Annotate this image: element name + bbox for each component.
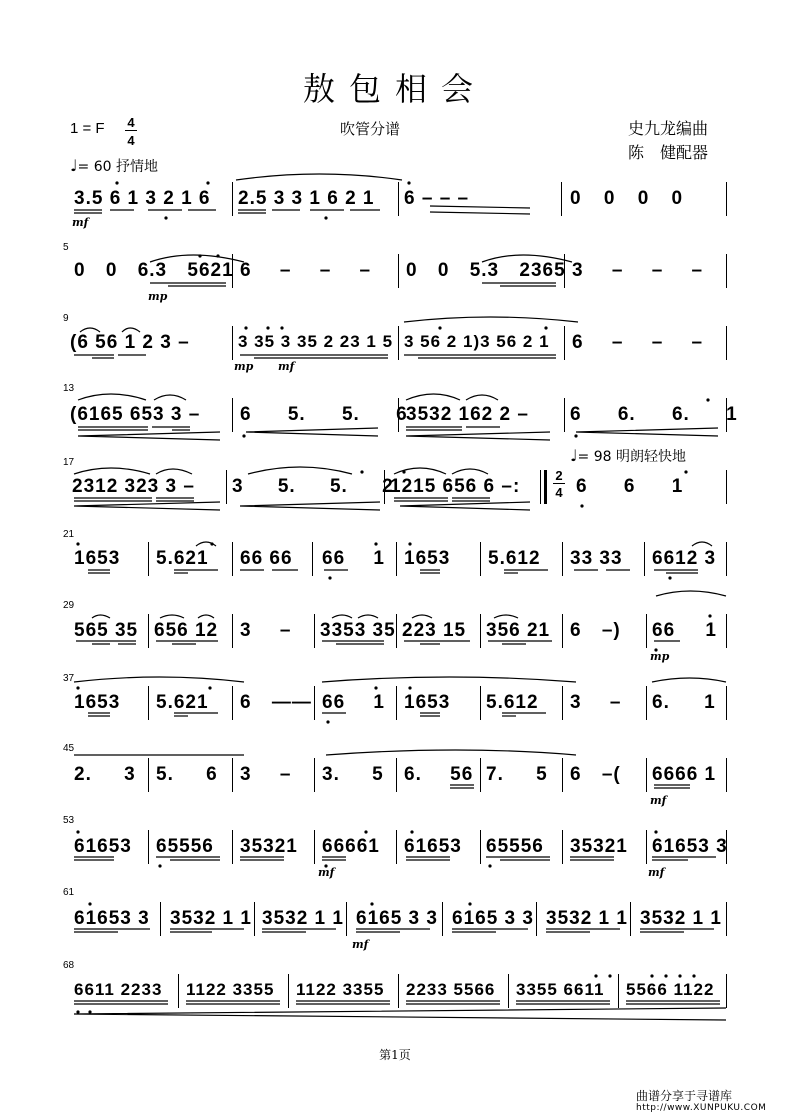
measure-number: 5 bbox=[63, 242, 69, 253]
measure-44: 6. 1 bbox=[652, 692, 716, 713]
barline bbox=[442, 902, 443, 936]
dynamic-mark: mf bbox=[278, 360, 295, 373]
composer-credit: 史九龙编曲 bbox=[628, 119, 709, 138]
barline bbox=[646, 758, 647, 792]
measure-17: 2312 323 3 – bbox=[72, 476, 195, 497]
barline bbox=[396, 542, 397, 576]
barline bbox=[288, 974, 289, 1008]
measure-7: 0 0 5.3 2365 bbox=[406, 260, 566, 281]
measure-45: 2. 3 bbox=[74, 764, 136, 785]
measure-1: 3.5 6 1 3 2 1 6 bbox=[74, 188, 211, 209]
measure-48: 3. 5 bbox=[322, 764, 384, 785]
measure-12: 6 – – – bbox=[572, 332, 704, 353]
measure-34: 356 21 bbox=[486, 620, 551, 641]
measure-5: 0 0 6.3 5621 bbox=[74, 260, 234, 281]
measure-55: 35321 bbox=[240, 836, 298, 857]
barline bbox=[232, 686, 233, 720]
barline bbox=[562, 758, 563, 792]
dynamic-mark: mf bbox=[352, 938, 369, 951]
measure-number: 68 bbox=[63, 960, 75, 971]
barline bbox=[726, 686, 727, 720]
measure-39: 6 —— bbox=[240, 692, 312, 713]
barline bbox=[726, 902, 727, 936]
barline bbox=[644, 542, 645, 576]
barline bbox=[396, 758, 397, 792]
measure-19: 1215 656 6 –: bbox=[390, 476, 521, 497]
barline bbox=[232, 830, 233, 864]
barline bbox=[398, 974, 399, 1008]
measure-6: 6 – – – bbox=[240, 260, 372, 281]
measure-number: 29 bbox=[63, 600, 75, 611]
barline bbox=[630, 902, 631, 936]
barline bbox=[314, 686, 315, 720]
barline bbox=[726, 470, 727, 504]
measure-65: 6165 3 3 bbox=[452, 908, 534, 929]
barline bbox=[726, 614, 727, 648]
measure-41: 1653 bbox=[404, 692, 451, 713]
key-signature: 1 = F bbox=[70, 120, 105, 137]
barline bbox=[148, 830, 149, 864]
measure-3: 6 – – – bbox=[404, 188, 470, 209]
measure-56: 66661 bbox=[322, 836, 380, 857]
measure-18: 3 5. 5. 2 bbox=[232, 476, 394, 497]
barline bbox=[480, 614, 481, 648]
dynamic-mark: mf bbox=[318, 866, 335, 879]
barline bbox=[178, 974, 179, 1008]
barline bbox=[564, 398, 565, 432]
time-signature-top: 4 bbox=[127, 115, 135, 130]
barline bbox=[726, 254, 727, 288]
barline bbox=[232, 542, 233, 576]
measure-61: 61653 3 bbox=[74, 908, 150, 929]
measure-14: 6 5. 5. 6 bbox=[240, 404, 408, 425]
measure-70: 1122 3355 bbox=[296, 980, 385, 999]
barline bbox=[148, 614, 149, 648]
barline bbox=[480, 758, 481, 792]
measure-9: (6 56 1 2 3 – bbox=[70, 332, 190, 353]
measure-number: 13 bbox=[63, 383, 75, 394]
barline bbox=[396, 830, 397, 864]
barline bbox=[254, 902, 255, 936]
time-signature-bottom: 4 bbox=[127, 133, 135, 148]
barline bbox=[726, 974, 727, 1008]
quarter-note-icon: ♩ bbox=[70, 156, 78, 175]
measure-4: 0 0 0 0 bbox=[570, 188, 684, 209]
watermark-text: 曲谱分享于寻谱库 bbox=[636, 1089, 733, 1103]
barline bbox=[508, 974, 509, 1008]
barline bbox=[726, 758, 727, 792]
measure-40: 66 1 bbox=[322, 692, 385, 713]
measure-60: 61653 3 bbox=[652, 836, 728, 857]
measure-11: 3 56 2 1)3 56 2 1 bbox=[404, 332, 550, 351]
measure-36: 66 1 bbox=[652, 620, 717, 641]
measure-42: 5.612 bbox=[486, 692, 539, 713]
barline bbox=[480, 830, 481, 864]
barline bbox=[396, 686, 397, 720]
dynamic-mark: mf bbox=[72, 216, 89, 229]
barline bbox=[398, 326, 399, 360]
barline bbox=[312, 542, 313, 576]
barline bbox=[562, 686, 563, 720]
measure-15: 3532 162 2 – bbox=[406, 404, 529, 425]
measure-57: 61653 bbox=[404, 836, 462, 857]
tempo-mark-2 bbox=[570, 446, 686, 466]
barline bbox=[646, 614, 647, 648]
barline bbox=[726, 326, 727, 360]
barline bbox=[314, 758, 315, 792]
page-number: 第1页 bbox=[379, 1048, 411, 1062]
measure-43: 3 – bbox=[570, 692, 622, 713]
time-signature-top: 2 bbox=[555, 468, 563, 483]
dynamic-mark: mp bbox=[650, 650, 670, 663]
quarter-note-icon: ♩ bbox=[570, 446, 578, 465]
barline bbox=[480, 686, 481, 720]
measure-50: 7. 5 bbox=[486, 764, 548, 785]
dynamic-mark: mp bbox=[234, 360, 254, 373]
measure-37: 1653 bbox=[74, 692, 121, 713]
measure-63: 3532 1 1 bbox=[262, 908, 344, 929]
measure-13: (6165 653 3 – bbox=[70, 404, 201, 425]
measure-32: 3353 35 bbox=[320, 620, 396, 641]
repeat-barline bbox=[540, 470, 541, 504]
barline bbox=[562, 542, 563, 576]
measure-71: 2233 5566 bbox=[406, 980, 496, 999]
measure-24: 66 1 bbox=[322, 548, 385, 569]
measure-72: 3355 6611 bbox=[516, 980, 605, 999]
measure-33: 223 15 bbox=[402, 620, 467, 641]
barline bbox=[148, 542, 149, 576]
measure-68: 6611 2233 bbox=[74, 980, 163, 999]
barline bbox=[536, 902, 537, 936]
dynamic-mark: mf bbox=[650, 794, 667, 807]
measure-23: 66 66 bbox=[240, 548, 293, 569]
barline bbox=[726, 542, 727, 576]
barline bbox=[562, 614, 563, 648]
measure-20: 6 6 1 bbox=[576, 476, 684, 497]
measure-54: 65556 bbox=[156, 836, 214, 857]
barline bbox=[398, 254, 399, 288]
tempo-expression: 抒情地 bbox=[116, 159, 158, 175]
measure-21: 1653 bbox=[74, 548, 121, 569]
tempo-value: = 60 bbox=[77, 159, 112, 175]
measure-52: 6666 1 bbox=[652, 764, 717, 785]
barline bbox=[232, 758, 233, 792]
measure-31: 3 – bbox=[240, 620, 292, 641]
barline bbox=[148, 686, 149, 720]
barline bbox=[314, 614, 315, 648]
score-subtitle: 吹管分谱 bbox=[340, 120, 401, 138]
barline bbox=[618, 974, 619, 1008]
arranger-credit: 陈 健配器 bbox=[628, 143, 709, 162]
time-signature-divider bbox=[553, 483, 565, 484]
barline bbox=[562, 830, 563, 864]
barline bbox=[396, 614, 397, 648]
tempo-value: = 98 bbox=[577, 449, 612, 465]
measure-29: 565 35 bbox=[74, 620, 139, 641]
watermark-url[interactable]: http://www.XUNPUKU.COM bbox=[636, 1103, 767, 1113]
measure-62: 3532 1 1 bbox=[170, 908, 252, 929]
measure-58: 65556 bbox=[486, 836, 544, 857]
measure-8: 3 – – – bbox=[572, 260, 704, 281]
measure-73: 5566 1122 bbox=[626, 980, 715, 999]
tempo-expression: 明朗轻快地 bbox=[616, 449, 686, 465]
barline bbox=[314, 830, 315, 864]
barline bbox=[232, 326, 233, 360]
measure-number: 45 bbox=[63, 743, 75, 754]
measure-number: 61 bbox=[63, 887, 75, 898]
repeat-barline-thick bbox=[544, 470, 547, 504]
measure-64: 6165 3 3 bbox=[356, 908, 438, 929]
barline bbox=[646, 830, 647, 864]
measure-number: 21 bbox=[63, 529, 75, 540]
barline bbox=[226, 470, 227, 504]
measure-number: 17 bbox=[63, 457, 75, 468]
time-signature-bottom: 4 bbox=[555, 485, 563, 500]
measure-25: 1653 bbox=[404, 548, 451, 569]
measure-number: 37 bbox=[63, 673, 75, 684]
barline bbox=[564, 326, 565, 360]
measure-26: 5.612 bbox=[488, 548, 541, 569]
measure-59: 35321 bbox=[570, 836, 628, 857]
measure-66: 3532 1 1 bbox=[546, 908, 628, 929]
score-title: 敖包相会 bbox=[302, 70, 487, 108]
measure-53: 61653 bbox=[74, 836, 132, 857]
measure-49: 6. 56 bbox=[404, 764, 474, 785]
barline bbox=[148, 758, 149, 792]
measure-35: 6 –) bbox=[570, 620, 621, 641]
measure-38: 5.621 bbox=[156, 692, 209, 713]
measure-28: 6612 3 bbox=[652, 548, 717, 569]
measure-69: 1122 3355 bbox=[186, 980, 275, 999]
barline bbox=[232, 614, 233, 648]
measure-47: 3 – bbox=[240, 764, 292, 785]
measure-2: 2.5 3 3 1 6 2 1 bbox=[238, 188, 375, 209]
measure-27: 33 33 bbox=[570, 548, 623, 569]
measure-46: 5. 6 bbox=[156, 764, 218, 785]
measure-number: 53 bbox=[63, 815, 75, 826]
barline bbox=[646, 686, 647, 720]
barline bbox=[232, 398, 233, 432]
dynamic-mark: mf bbox=[648, 866, 665, 879]
barline bbox=[160, 902, 161, 936]
measure-51: 6 –( bbox=[570, 764, 621, 785]
measure-number: 9 bbox=[63, 313, 69, 324]
measure-22: 5.621 bbox=[156, 548, 209, 569]
measure-30: 656 12 bbox=[154, 620, 219, 641]
measure-10: 3 35 3 35 2 23 1 5 bbox=[238, 332, 394, 351]
dynamic-mark: mp bbox=[148, 290, 168, 303]
barline bbox=[346, 902, 347, 936]
barline bbox=[480, 542, 481, 576]
measure-16: 6 6. 6. 1 bbox=[570, 404, 738, 425]
measure-67: 3532 1 1 bbox=[640, 908, 722, 929]
